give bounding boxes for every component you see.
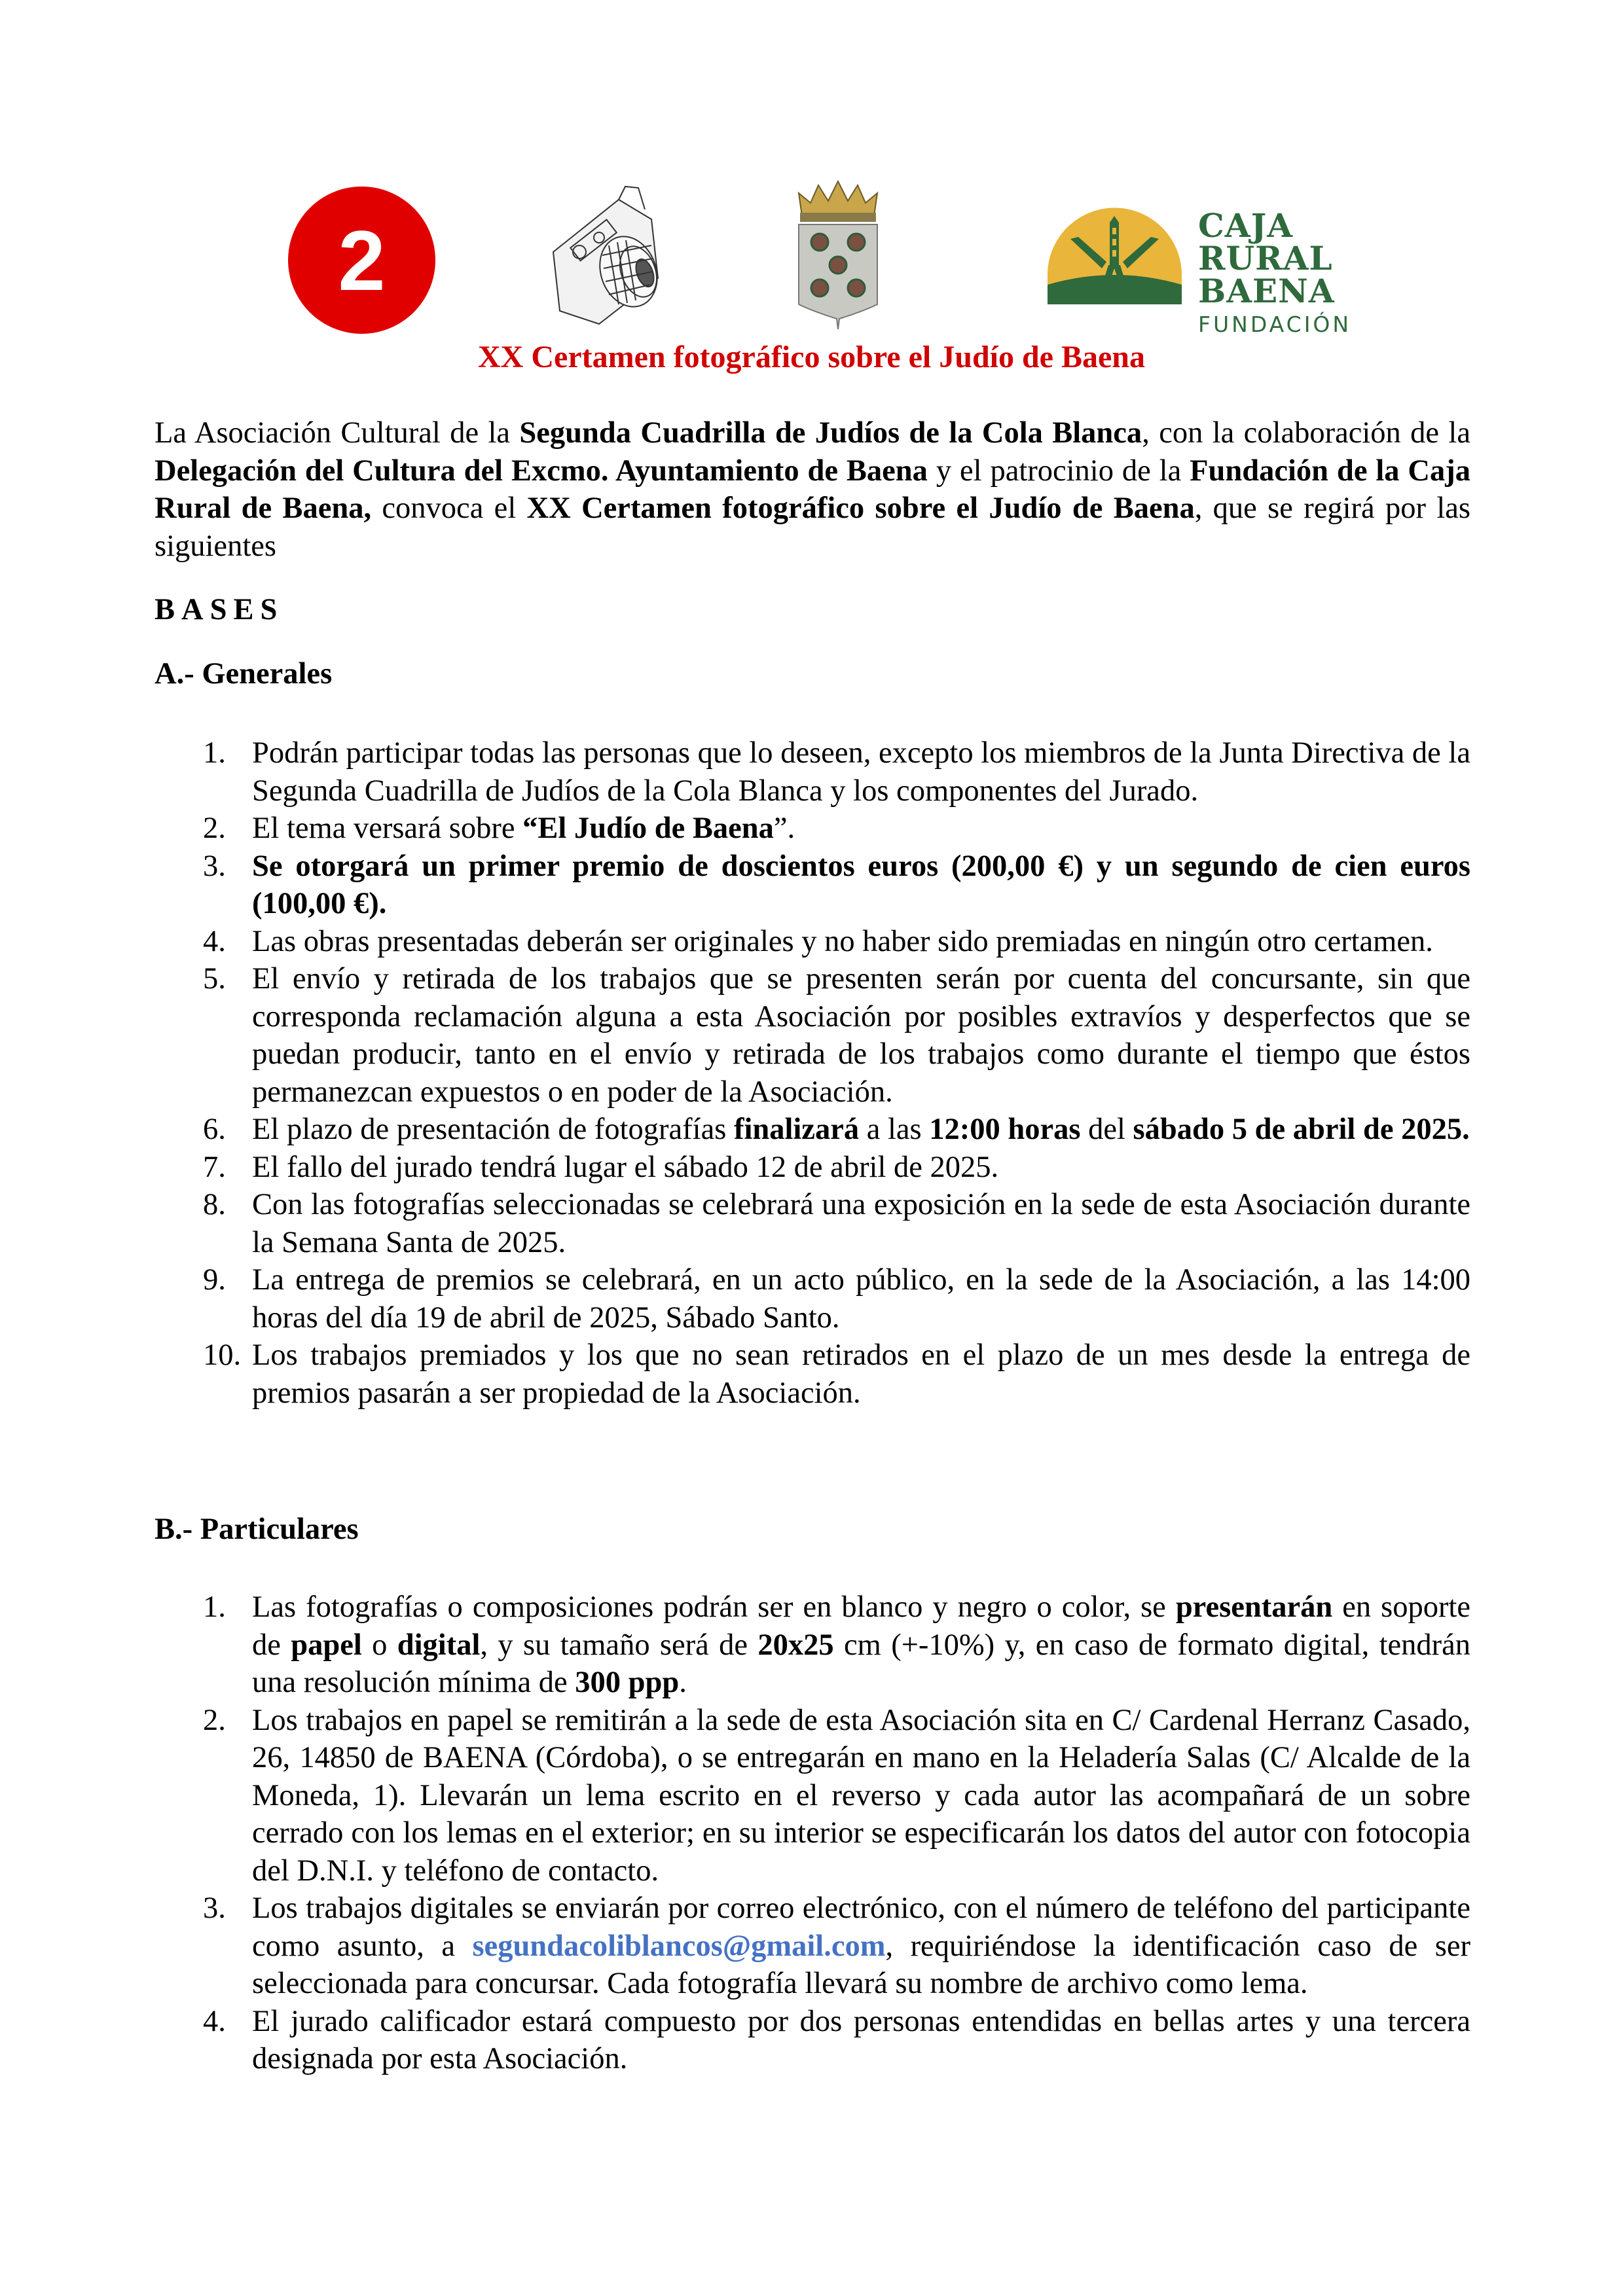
item-number: 4.	[203, 2004, 226, 2038]
intro-bold: XX Certamen fotográfico sobre el Judío de Baena	[526, 492, 1195, 525]
item-text: El tema versará sobre	[252, 812, 523, 845]
intro-bold: Fundación de la Caja Rural de Baena,	[155, 454, 1470, 525]
item-text: La entrega de premios se celebrará, en un acto público, en la sede de la Asociación, a las 14:00 horas del día 19 de abril de 2025, Sábado Santo.	[252, 1263, 1470, 1335]
item-text: El fallo del jurado tendrá lugar el sábado 12 de abril de 2025.	[252, 1150, 999, 1184]
item-text: ”.	[773, 812, 795, 845]
item-bold: digital	[397, 1628, 481, 1662]
list-item	[155, 1149, 1470, 1187]
logo-row	[0, 167, 1623, 337]
item-number: 8.	[203, 1188, 226, 1221]
item-bold: papel	[291, 1628, 362, 1662]
caja-logo-line1: CAJA RURAL	[1198, 206, 1333, 278]
section-a-heading: A.- Generales	[155, 657, 333, 691]
item-number: 2.	[203, 1703, 226, 1737]
item-text: , requiriéndose la identificación caso de ser seleccionada para concursar. Cada fotografía llevará su nombre de archivo como lema.	[252, 1929, 1471, 2000]
list-item	[155, 1702, 1470, 1890]
list-item	[155, 810, 1470, 848]
logo-number: 2	[338, 212, 386, 308]
item-bold: presentarán	[1175, 1590, 1333, 1624]
section-b-list	[155, 1588, 1470, 2078]
item-text: Podrán participar todas las personas que lo deseen, excepto los miembros de la Junta Directiva de la Segunda Cuadrilla de Judíos de la Cola Blanca y los componentes del Jurado.	[252, 736, 1470, 808]
item-number: 9.	[203, 1263, 226, 1297]
item-number: 1.	[203, 736, 226, 770]
intro-text: convoca el	[371, 492, 527, 525]
item-number: 1.	[203, 1590, 226, 1624]
item-number: 3.	[203, 849, 226, 883]
intro-paragraph	[155, 414, 1470, 565]
intro-text: , con la colaboración de la	[1142, 416, 1470, 450]
baena-coat-of-arms-icon	[792, 180, 884, 331]
bases-heading: BASES	[155, 593, 284, 626]
item-number: 3.	[203, 1892, 226, 1925]
wheat-sun-icon	[1044, 203, 1185, 308]
item-bold: Se otorgará un primer premio de doscientos euros (200,00 €) y un segundo de cien euros (100,00 €).	[252, 849, 1470, 920]
item-text: Los trabajos en papel se remitirán a la sede de esta Asociación sita en C/ Cardenal Herranz Casado, 26, 14850 de BAENA (Córdoba), o se entregarán en mano en la Heladería Salas (C/ Alcalde de la Moneda, 1). Llevarán un lema escrito en el reverso y cada autor las acompañará de un sobre cerrado con los lemas en el exterior; en su interior se especificarán los datos del autor con fotocopia del D.N.I. y teléfono de contacto.	[252, 1703, 1470, 1888]
intro-bold: Delegación del Cultura del Excmo. Ayuntamiento de Baena	[155, 454, 928, 488]
item-text: El plazo de presentación de fotografías	[252, 1113, 734, 1146]
item-bold: 12:00 horas	[929, 1113, 1081, 1146]
item-text: Los trabajos digitales se enviarán por correo electrónico, con el número de teléfono del participante como asunto, a	[252, 1892, 1470, 1963]
caja-logo-line3: FUNDACIÓN	[1198, 312, 1352, 337]
item-bold: finalizará	[733, 1113, 860, 1146]
item-bold: 300 ppp	[575, 1666, 680, 1699]
camera-drawing-icon	[540, 173, 671, 327]
item-text: Los trabajos premiados y los que no sean retirados en el plazo de un mes desde la entrega de premios pasarán a ser propiedad de la Asociación.	[252, 1338, 1470, 1410]
item-text: , y su tamaño será de	[480, 1628, 758, 1662]
intro-text: La Asociación Cultural de la	[155, 416, 520, 450]
item-text: Las obras presentadas deberán ser originales y no haber sido premiadas en ningún otro certamen.	[252, 924, 1433, 958]
list-item	[155, 1261, 1470, 1336]
item-text: .	[679, 1666, 687, 1699]
intro-text: , que se regirá por las siguientes	[155, 492, 1470, 563]
item-text: del	[1080, 1113, 1133, 1146]
item-text: en soporte de	[252, 1590, 1470, 1662]
caja-logo-line2: BAENA	[1198, 272, 1335, 310]
item-number: 6.	[203, 1113, 226, 1146]
list-item	[155, 1890, 1470, 2003]
item-bold: 20x25	[757, 1628, 834, 1662]
item-text: a las	[859, 1113, 930, 1146]
item-bold: “El Judío de Baena	[522, 812, 774, 845]
section-a-list	[155, 734, 1470, 1412]
list-item	[155, 848, 1470, 923]
item-text: cm (+-10%) y, en caso de formato digital, tendrán una resolución mínima de	[252, 1628, 1471, 1699]
item-number: 4.	[203, 924, 226, 958]
item-number: 10.	[203, 1338, 242, 1372]
item-text: El jurado calificador estará compuesto por dos personas entendidas en bellas artes y una tercera designada por esta Asociación.	[252, 2004, 1470, 2075]
item-number: 5.	[203, 962, 226, 996]
document-title: XX Certamen fotográfico sobre el Judío de Baena	[478, 340, 1145, 374]
list-item	[155, 1186, 1470, 1261]
list-item	[155, 960, 1470, 1111]
item-number: 2.	[203, 812, 226, 845]
item-number: 7.	[203, 1150, 226, 1184]
list-item	[155, 1336, 1470, 1412]
email-link[interactable]: segundacoliblancos@gmail.com	[472, 1929, 886, 1963]
intro-text: y el patrocinio de la	[927, 454, 1190, 488]
item-bold: sábado 5 de abril de 2025.	[1133, 1113, 1470, 1146]
item-text: Las fotografías o composiciones podrán ser en blanco y negro o color, se	[252, 1590, 1176, 1624]
caja-rural-baena-logo	[1044, 203, 1398, 337]
list-item	[155, 1588, 1470, 1702]
list-item	[155, 734, 1470, 810]
section-b-heading: B.- Particulares	[155, 1513, 359, 1546]
list-item	[155, 1111, 1470, 1149]
list-item	[155, 923, 1470, 961]
intro-bold: Segunda Cuadrilla de Judíos de la Cola Blanca	[519, 416, 1142, 450]
cuadrilla-number-logo	[288, 187, 435, 334]
item-text: El envío y retirada de los trabajos que se presenten serán por cuenta del concursante, sin que corresponda reclamación alguna a esta Asociación por posibles extravíos y desperfectos que se puedan producir, tanto en el envío y retirada de los trabajos como durante el tiempo que éstos permanezcan expuestos o en poder de la Asociación.	[252, 962, 1470, 1109]
item-text: Con las fotografías seleccionadas se celebrará una exposición en la sede de esta Asociación durante la Semana Santa de 2025.	[252, 1188, 1470, 1259]
list-item	[155, 2003, 1470, 2078]
item-text: o	[361, 1628, 397, 1662]
